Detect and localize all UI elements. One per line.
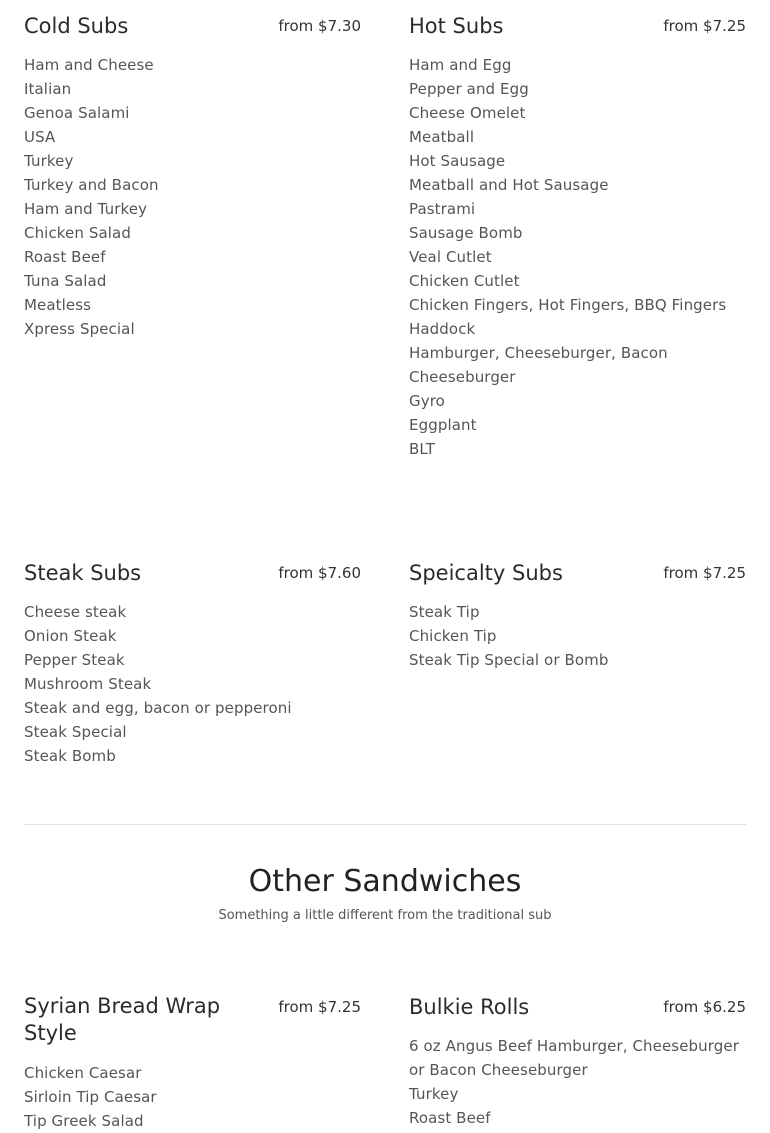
- section-divider: [24, 824, 746, 825]
- section-title: Bulkie Rolls: [409, 995, 530, 1019]
- section-price: from $6.25: [663, 998, 746, 1016]
- menu-item: Chicken Tip: [409, 627, 497, 645]
- section-price: from $7.25: [663, 17, 746, 35]
- menu-item: Sirloin Tip Caesar: [24, 1088, 157, 1106]
- menu-item: Roast Beef: [24, 248, 106, 266]
- menu-item: Steak Special: [24, 723, 127, 741]
- menu-section-cold-subs: [24, 4, 361, 338]
- menu-item: Turkey: [24, 152, 74, 170]
- section-header: [24, 4, 361, 38]
- menu-item: Chicken Fingers, Hot Fingers, BBQ Fingers: [409, 296, 727, 314]
- menu-item: 6 oz Angus Beef Hamburger, Cheeseburger or Bacon Cheeseburger: [409, 1037, 740, 1079]
- menu-item: Ham and Egg: [409, 56, 512, 74]
- menu-item-list: [24, 600, 361, 768]
- menu-item: Cheese steak: [24, 603, 127, 621]
- section-header: [24, 551, 361, 585]
- menu-item: Veal Cutlet: [409, 248, 492, 266]
- menu-item: Gyro: [409, 392, 445, 410]
- menu-item: Turkey: [409, 1085, 459, 1103]
- other-sandwiches-heading: Other Sandwiches: [248, 864, 522, 899]
- menu-item-list: [409, 1034, 746, 1130]
- menu-item: Steak Tip: [409, 603, 480, 621]
- menu-section-syrian-wrap: [24, 985, 361, 1130]
- menu-item: Chicken Cutlet: [409, 272, 520, 290]
- section-header: [409, 551, 746, 585]
- menu-item: Hamburger, Cheeseburger, Bacon Cheeseburger: [409, 344, 668, 386]
- menu-item: Eggplant: [409, 416, 477, 434]
- menu-item: Meatball: [409, 128, 475, 146]
- section-title: Syrian Bread Wrap Style: [24, 994, 221, 1045]
- menu-section-steak-subs: [24, 551, 361, 765]
- menu-item: Ham and Turkey: [24, 200, 148, 218]
- section-price: from $7.25: [663, 564, 746, 582]
- menu-item: USA: [24, 128, 56, 146]
- menu-item: Steak and egg, bacon or pepperoni: [24, 699, 292, 717]
- section-title: Speicalty Subs: [409, 561, 563, 585]
- menu-item: Turkey and Bacon: [24, 176, 159, 194]
- menu-item: Meatless: [24, 296, 92, 314]
- menu-item-list: [24, 53, 361, 341]
- menu-item: BLT: [409, 440, 436, 458]
- menu-item: Chicken Caesar: [24, 1064, 142, 1082]
- menu-item: Xpress Special: [24, 320, 135, 338]
- menu-item: Genoa Salami: [24, 104, 130, 122]
- menu-item: Pepper Steak: [24, 651, 125, 669]
- menu-item: Onion Steak: [24, 627, 117, 645]
- section-title: Steak Subs: [24, 561, 142, 585]
- menu-item: Tuna Salad: [24, 272, 107, 290]
- other-sandwiches-subtitle: Something a little different from the traditional sub: [218, 908, 552, 923]
- section-header: [409, 4, 746, 38]
- menu-item: Steak Tip Special or Bomb: [409, 651, 609, 669]
- menu-item: Ham and Cheese: [24, 56, 154, 74]
- menu-section-specialty-subs: [409, 551, 746, 669]
- section-price: from $7.25: [278, 998, 361, 1016]
- menu-item: Mushroom Steak: [24, 675, 152, 693]
- menu-item: Haddock: [409, 320, 476, 338]
- section-price: from $7.30: [278, 17, 361, 35]
- menu-item: Roast Beef: [409, 1109, 491, 1127]
- menu-item: Cheese Omelet: [409, 104, 526, 122]
- section-title: Cold Subs: [24, 14, 129, 38]
- section-title: Hot Subs: [409, 14, 504, 38]
- menu-item: Tip Greek Salad: [24, 1112, 144, 1130]
- menu-item: Sausage Bomb: [409, 224, 523, 242]
- menu-item-list: [409, 53, 746, 461]
- menu-item-list: [409, 600, 746, 672]
- menu-item: Hot Sausage: [409, 152, 506, 170]
- menu-item: Pastrami: [409, 200, 476, 218]
- menu-section-hot-subs: [409, 4, 746, 458]
- section-header: [24, 985, 361, 1045]
- menu-section-bulkie-rolls: [409, 985, 746, 1127]
- menu-item-list: [24, 1061, 361, 1133]
- menu-item: Chicken Salad: [24, 224, 131, 242]
- menu-item: Steak Bomb: [24, 747, 116, 765]
- menu-item: Italian: [24, 80, 72, 98]
- menu-item: Pepper and Egg: [409, 80, 529, 98]
- section-price: from $7.60: [278, 564, 361, 582]
- menu-item: Meatball and Hot Sausage: [409, 176, 609, 194]
- section-header: [409, 985, 746, 1019]
